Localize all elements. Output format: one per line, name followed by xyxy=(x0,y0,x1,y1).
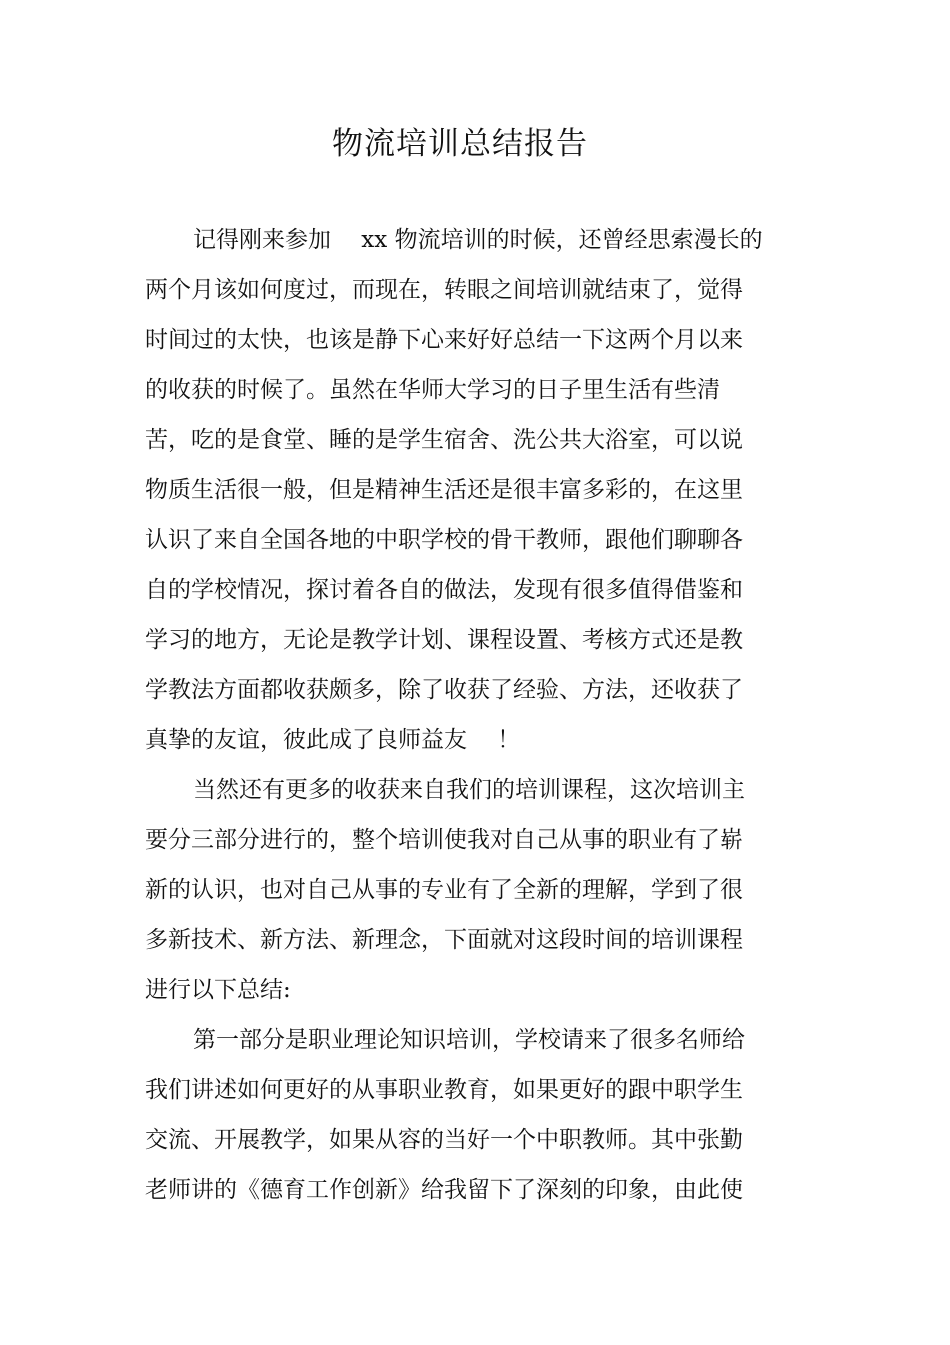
text-line: 老师讲的《德育工作创新》给我留下了深刻的印象，由此使 xyxy=(145,1177,743,1203)
text-line: 两个月该如何度过，而现在，转眼之间培训就结束了，觉得 xyxy=(145,277,743,303)
text-line: 交流、开展教学，如果从容的当好一个中职教师。其中张勤 xyxy=(145,1127,743,1153)
text-line: 当然还有更多的收获来自我们的培训课程，这次培训主 xyxy=(193,777,745,803)
text-line: 新的认识，也对自己从事的专业有了全新的理解，学到了很 xyxy=(145,877,743,903)
text-line: 认识了来自全国各地的中职学校的骨干教师，跟他们聊聊各 xyxy=(145,527,743,553)
text-line: 真挚的友谊，彼此成了良师益友 ！ xyxy=(145,727,521,753)
text-line: 学习的地方，无论是教学计划、课程设置、考核方式还是教 xyxy=(145,627,743,653)
text-line: 多新技术、新方法、新理念，下面就对这段时间的培训课程 xyxy=(145,927,743,953)
document-title: 物流培训总结报告 xyxy=(332,126,588,162)
text-line: 的收获的时候了。虽然在华师大学习的日子里生活有些清 xyxy=(145,377,720,403)
text-line: 苦，吃的是食堂、睡的是学生宿舍、洗公共大浴室，可以说 xyxy=(145,427,743,453)
text-line: 自的学校情况，探讨着各自的做法，发现有很多值得借鉴和 xyxy=(145,577,743,603)
text-line: 物质生活很一般，但是精神生活还是很丰富多彩的，在这里 xyxy=(145,477,743,503)
text-line: 我们讲述如何更好的从事职业教育，如果更好的跟中职学生 xyxy=(145,1077,743,1103)
text-line: 第一部分是职业理论知识培训，学校请来了很多名师给 xyxy=(193,1027,745,1053)
text-line: 学教法方面都收获颇多，除了收获了经验、方法，还收获了 xyxy=(145,677,743,703)
document-body xyxy=(145,215,785,1215)
text-line: 时间过的太快，也该是静下心来好好总结一下这两个月以来 xyxy=(145,327,743,353)
text-line: 记得刚来参加 xx 物流培训的时候，还曾经思索漫长的 xyxy=(193,227,763,253)
text-line: 要分三部分进行的，整个培训使我对自己从事的职业有了崭 xyxy=(145,827,743,853)
text-line: 进行以下总结: xyxy=(145,977,291,1003)
